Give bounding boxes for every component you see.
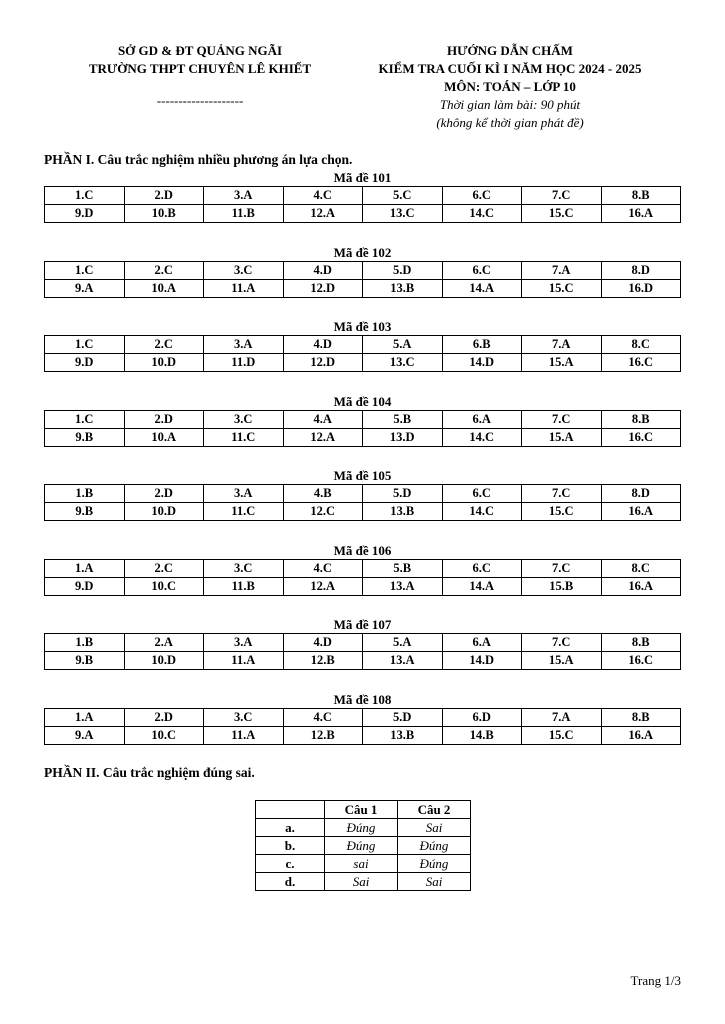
- answer-cell: 1.B: [45, 485, 125, 503]
- answer-cell: 10.B: [124, 205, 204, 223]
- answer-row: [45, 279, 681, 297]
- answer-cell: 10.A: [124, 428, 204, 446]
- answer-cell: 15.A: [522, 354, 602, 372]
- subject-line: MÔN: TOÁN – LỚP 10: [444, 79, 576, 94]
- answer-table: [44, 708, 681, 745]
- answer-row: [45, 652, 681, 670]
- answer-row: [45, 336, 681, 354]
- answer-cell: 3.A: [204, 634, 284, 652]
- answer-cell: 5.D: [363, 485, 443, 503]
- answer-cell: 16.A: [601, 577, 681, 595]
- answer-cell: 8.C: [601, 559, 681, 577]
- answer-cell: 9.B: [45, 652, 125, 670]
- answer-cell: 12.A: [283, 428, 363, 446]
- answer-row: [45, 428, 681, 446]
- answer-cell: 12.A: [283, 577, 363, 595]
- answer-cell: 6.C: [442, 485, 522, 503]
- answer-cell: 11.B: [204, 205, 284, 223]
- answer-cell: 16.C: [601, 428, 681, 446]
- answer-cell: 14.C: [442, 428, 522, 446]
- answer-cell: 12.D: [283, 354, 363, 372]
- answer-row: [45, 354, 681, 372]
- answer-cell: 14.B: [442, 726, 522, 744]
- answer-cell: 1.C: [45, 336, 125, 354]
- code-title: Mã đề 108: [333, 691, 392, 707]
- answer-cell: 7.A: [522, 261, 602, 279]
- answer-cell: 16.C: [601, 354, 681, 372]
- answer-cell: 16.A: [601, 205, 681, 223]
- answer-code-block: [44, 543, 681, 596]
- doc-title: HƯỚNG DẪN CHẤM: [447, 43, 573, 58]
- tf-row-a: [256, 819, 471, 837]
- answer-cell: 13.B: [363, 279, 443, 297]
- answer-cell: 6.C: [442, 559, 522, 577]
- answer-cell: 1.C: [45, 261, 125, 279]
- answer-cell: 5.A: [363, 336, 443, 354]
- exam-title: KIỂM TRA CUỐI KÌ I NĂM HỌC 2024 - 2025: [378, 61, 642, 76]
- answer-cell: 13.B: [363, 726, 443, 744]
- answer-cell: 11.C: [204, 503, 284, 521]
- answer-cell: 2.D: [124, 187, 204, 205]
- page-number: Trang 1/3: [630, 973, 681, 988]
- answer-row: [45, 559, 681, 577]
- answer-table: [44, 261, 681, 298]
- answer-cell: 5.D: [363, 261, 443, 279]
- answer-cell: 8.D: [601, 261, 681, 279]
- answer-cell: 13.D: [363, 428, 443, 446]
- code-title: Mã đề 101: [333, 170, 392, 185]
- tf-row-c: [256, 855, 471, 873]
- code-title: Mã đề 104: [333, 393, 392, 409]
- tf-answer: Đúng: [398, 837, 471, 855]
- answer-cell: 14.A: [442, 577, 522, 595]
- tf-answer: Sai: [398, 819, 471, 837]
- answer-cell: 7.C: [522, 559, 602, 577]
- answer-cell: 11.D: [204, 354, 284, 372]
- answer-cell: 2.A: [124, 634, 204, 652]
- code-title: Mã đề 102: [333, 244, 392, 260]
- answer-table: [44, 186, 681, 223]
- answer-cell: 11.A: [204, 726, 284, 744]
- answer-cell: 3.A: [204, 336, 284, 354]
- answer-cell: 16.A: [601, 503, 681, 521]
- answer-cell: 1.C: [45, 187, 125, 205]
- answer-cell: 9.B: [45, 428, 125, 446]
- answer-cell: 7.C: [522, 485, 602, 503]
- tf-row-b: [256, 837, 471, 855]
- answer-cell: 10.D: [124, 503, 204, 521]
- answer-cell: 9.B: [45, 503, 125, 521]
- tf-answer: Đúng: [325, 819, 398, 837]
- answer-row: [45, 577, 681, 595]
- answer-cell: 2.C: [124, 559, 204, 577]
- answer-cell: 15.C: [522, 726, 602, 744]
- answer-code-block: [44, 468, 681, 521]
- answer-cell: 4.C: [283, 559, 363, 577]
- answer-cell: 5.C: [363, 187, 443, 205]
- answer-cell: 10.C: [124, 726, 204, 744]
- header-dashes: --------------------: [156, 93, 244, 108]
- answer-cell: 11.C: [204, 428, 284, 446]
- answer-cell: 14.D: [442, 354, 522, 372]
- answer-row: [45, 503, 681, 521]
- answer-cell: 13.A: [363, 652, 443, 670]
- code-title: Mã đề 106: [333, 542, 392, 558]
- answer-cell: 2.D: [124, 708, 204, 726]
- answer-cell: 2.D: [124, 485, 204, 503]
- answer-code-block: [44, 319, 681, 372]
- answer-cell: 7.C: [522, 187, 602, 205]
- answer-row: [45, 634, 681, 652]
- part1-title: PHẦN I. Câu trắc nghiệm nhiều phương án lựa chọn.: [44, 152, 353, 167]
- answer-code-block: [44, 170, 681, 223]
- answer-row: [45, 187, 681, 205]
- time-line: Thời gian làm bài: 90 phút: [439, 97, 581, 112]
- answer-cell: 10.C: [124, 577, 204, 595]
- answer-cell: 11.B: [204, 577, 284, 595]
- tf-header-q1: Câu 1: [325, 801, 398, 819]
- answer-cell: 16.D: [601, 279, 681, 297]
- code-title: Mã đề 105: [333, 468, 392, 483]
- answer-cell: 13.A: [363, 577, 443, 595]
- answer-cell: 3.C: [204, 261, 284, 279]
- answer-cell: 15.C: [522, 205, 602, 223]
- answer-table: [44, 633, 681, 670]
- answer-cell: 6.C: [442, 187, 522, 205]
- answer-cell: 7.A: [522, 336, 602, 354]
- answer-cell: 4.C: [283, 187, 363, 205]
- department-name: SỞ GD & ĐT QUẢNG NGÃI: [117, 43, 283, 58]
- answer-cell: 5.B: [363, 559, 443, 577]
- tf-label: b.: [256, 837, 325, 855]
- answer-cell: 11.A: [204, 279, 284, 297]
- tf-answer: Đúng: [398, 855, 471, 873]
- answer-cell: 14.D: [442, 652, 522, 670]
- answer-cell: 1.A: [45, 708, 125, 726]
- tf-header-row: [256, 801, 471, 819]
- tf-header-q2: Câu 2: [398, 801, 471, 819]
- answer-cell: 1.A: [45, 559, 125, 577]
- answer-cell: 5.A: [363, 634, 443, 652]
- answer-table: [44, 484, 681, 521]
- answer-row: [45, 726, 681, 744]
- answer-code-block: [44, 617, 681, 670]
- answer-cell: 6.A: [442, 410, 522, 428]
- code-title: Mã đề 103: [333, 319, 392, 334]
- answer-cell: 15.C: [522, 503, 602, 521]
- answer-cell: 4.D: [283, 634, 363, 652]
- code-title: Mã đề 107: [333, 617, 392, 632]
- answer-cell: 12.A: [283, 205, 363, 223]
- answer-cell: 9.D: [45, 354, 125, 372]
- answer-cell: 7.A: [522, 708, 602, 726]
- answer-row: [45, 205, 681, 223]
- answer-cell: 3.C: [204, 410, 284, 428]
- tf-header-blank: [256, 801, 325, 819]
- time-note: (không kể thời gian phát đề): [436, 115, 584, 130]
- school-name: TRƯỜNG THPT CHUYÊN LÊ KHIẾT: [88, 61, 312, 76]
- answer-cell: 2.C: [124, 336, 204, 354]
- answer-cell: 4.D: [283, 261, 363, 279]
- answer-row: [45, 708, 681, 726]
- tf-row-d: [256, 873, 471, 891]
- answer-cell: 15.A: [522, 428, 602, 446]
- answer-cell: 8.B: [601, 634, 681, 652]
- answer-cell: 6.A: [442, 634, 522, 652]
- answer-cell: 15.B: [522, 577, 602, 595]
- answer-cell: 5.D: [363, 708, 443, 726]
- tf-answer: sai: [325, 855, 398, 873]
- answer-cell: 9.D: [45, 205, 125, 223]
- answer-cell: 4.A: [283, 410, 363, 428]
- answer-cell: 9.A: [45, 279, 125, 297]
- answer-cell: 3.C: [204, 708, 284, 726]
- answer-code-block: [44, 394, 681, 447]
- answer-cell: 8.C: [601, 336, 681, 354]
- answer-table: [44, 335, 681, 372]
- tf-answer: Đúng: [325, 837, 398, 855]
- answer-cell: 15.C: [522, 279, 602, 297]
- answer-cell: 6.D: [442, 708, 522, 726]
- answer-cell: 2.C: [124, 261, 204, 279]
- answer-cell: 13.C: [363, 354, 443, 372]
- answer-cell: 8.B: [601, 187, 681, 205]
- answer-cell: 11.A: [204, 652, 284, 670]
- tf-label: c.: [256, 855, 325, 873]
- answer-cell: 10.A: [124, 279, 204, 297]
- answer-cell: 3.A: [204, 187, 284, 205]
- tf-answer: Sai: [398, 873, 471, 891]
- answer-cell: 9.A: [45, 726, 125, 744]
- answer-cell: 7.C: [522, 634, 602, 652]
- answer-cell: 3.C: [204, 559, 284, 577]
- answer-cell: 5.B: [363, 410, 443, 428]
- answer-cell: 1.B: [45, 634, 125, 652]
- answer-table: [44, 559, 681, 596]
- answer-cell: 6.B: [442, 336, 522, 354]
- answer-code-block: [44, 692, 681, 745]
- answer-cell: 16.A: [601, 726, 681, 744]
- answer-row: [45, 261, 681, 279]
- answer-row: [45, 485, 681, 503]
- answer-cell: 10.D: [124, 652, 204, 670]
- answer-cell: 14.A: [442, 279, 522, 297]
- part2-title: PHẦN II. Câu trắc nghiệm đúng sai.: [44, 765, 255, 780]
- answer-cell: 14.C: [442, 503, 522, 521]
- answer-cell: 7.C: [522, 410, 602, 428]
- tf-label: a.: [256, 819, 325, 837]
- header-left: [60, 42, 340, 110]
- answer-cell: 15.A: [522, 652, 602, 670]
- answer-cell: 1.C: [45, 410, 125, 428]
- answer-cell: 6.C: [442, 261, 522, 279]
- tf-answer: Sai: [325, 873, 398, 891]
- answer-cell: 9.D: [45, 577, 125, 595]
- answer-cell: 4.D: [283, 336, 363, 354]
- answer-cell: 13.C: [363, 205, 443, 223]
- header-right: [345, 42, 675, 132]
- answer-code-block: [44, 245, 681, 298]
- answer-cell: 8.D: [601, 485, 681, 503]
- answer-row: [45, 410, 681, 428]
- answer-cell: 13.B: [363, 503, 443, 521]
- answer-table: [44, 410, 681, 447]
- true-false-table: [255, 800, 471, 891]
- answer-cell: 12.B: [283, 726, 363, 744]
- answer-cell: 12.C: [283, 503, 363, 521]
- answer-cell: 4.C: [283, 708, 363, 726]
- answer-cell: 8.B: [601, 708, 681, 726]
- answer-cell: 16.C: [601, 652, 681, 670]
- answer-cell: 12.B: [283, 652, 363, 670]
- answer-cell: 2.D: [124, 410, 204, 428]
- answer-cell: 3.A: [204, 485, 284, 503]
- answer-cell: 12.D: [283, 279, 363, 297]
- answer-cell: 10.D: [124, 354, 204, 372]
- answer-cell: 8.B: [601, 410, 681, 428]
- answer-cell: 14.C: [442, 205, 522, 223]
- answer-cell: 4.B: [283, 485, 363, 503]
- tf-label: d.: [256, 873, 325, 891]
